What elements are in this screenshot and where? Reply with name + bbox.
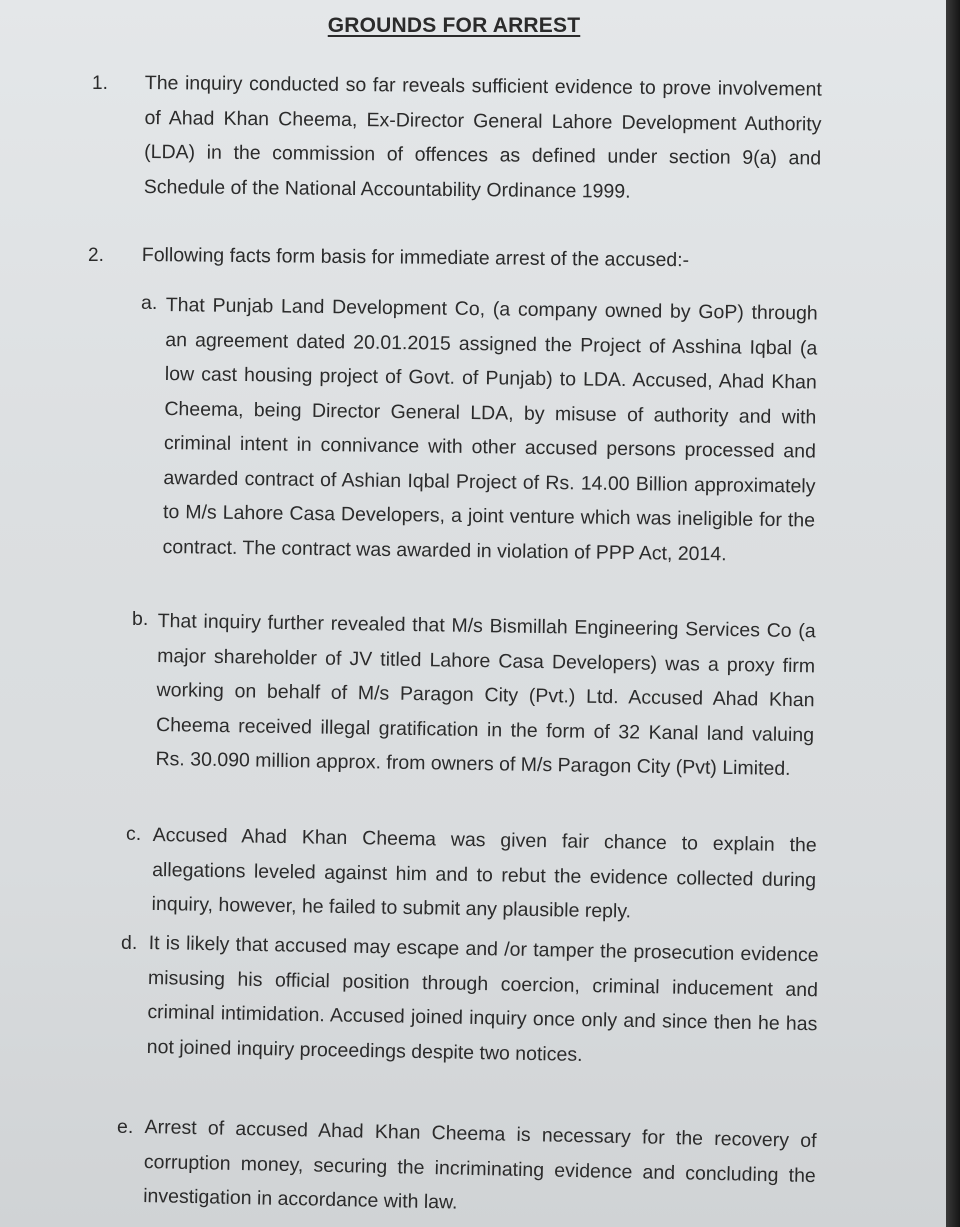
point-number: 1. (92, 73, 108, 94)
background-edge (946, 0, 960, 1227)
point-text: Following facts form basis for immediate arrest of the accused:- (141, 243, 690, 272)
subpoint-text: That inquiry further revealed that M/s Bismillah Engineering Services Co (a major shareholder of JV titled Lahore Casa Developers) was a proxy firm working on behalf of M/s Paragon City (Pvt.) Ltd. Accused Ahad Khan Cheema received illegal gratification in the form of 32 Kanal land valuing Rs. 30.090 million approx. from owners of M/s Paragon City (Pvt) Limited. (155, 609, 816, 780)
subpoint-text: Accused Ahad Khan Cheema was given fair chance to explain the allegations leveled against him and to rebut the evidence collected during inquiry, however, he failed to submit any plausible reply. (151, 823, 817, 923)
subpoint-letter: a. (141, 292, 158, 314)
subpoint-text: Arrest of accused Ahad Khan Cheema is necessary for the recovery of corruption money, securing the incriminating evidence and concluding the investigation in accordance with law. (142, 1115, 817, 1214)
point-text: The inquiry conducted so far reveals sufficient evidence to prove involvement of Ahad Khan Cheema, Ex-Director General Lahore Development Authority (LDA) in the commission of offences as defined under section 9(a) and Schedule of the National Accountability Ordinance 1999. (143, 71, 822, 203)
document-title: GROUNDS FOR ARREST (327, 14, 581, 37)
subpoint-text: That Punjab Land Development Co, (a company owned by GoP) through an agreement dated 20.01.2015 assigned the Project of Asshina Iqbal (a low cast housing project of Govt. of Punjab) to LDA. Accused, Ahad Khan Cheema, being Director General LDA, by misuse of authority and with criminal intent in connivance with other accused persons processed and awarded contract of Ashian Iqbal Project of Rs. 14.00 Billion approximately to M/s Lahore Casa Developers, a joint venture which was ineligible for the contract. The contract was awarded in violation of PPP Act, 2014. (162, 293, 818, 565)
point-number: 2. (88, 245, 104, 266)
subpoint-letter: d. (121, 932, 138, 954)
subpoint-letter: c. (126, 823, 142, 845)
subpoint-letter: e. (117, 1116, 134, 1138)
subpoint-text: It is likely that accused may escape and /or tamper the prosecution evidence misusing his official position through coercion, criminal inducement and criminal intimidation. Accused joined inquiry once only and since then he has not joined inquiry proceedings despite two notices. (146, 931, 819, 1066)
subpoint-letter: b. (132, 608, 149, 630)
